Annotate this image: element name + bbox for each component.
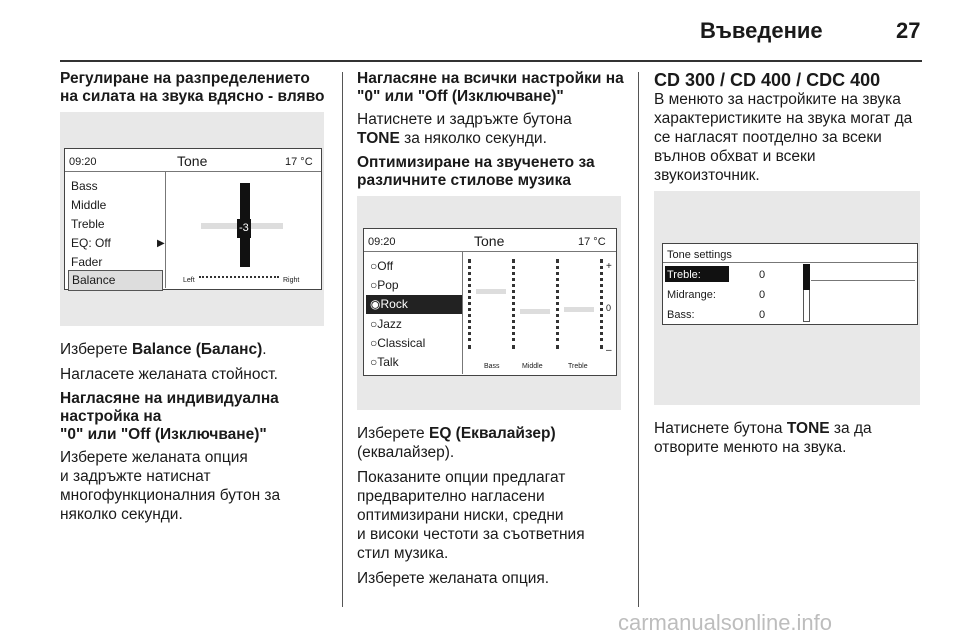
band-label-bass: Bass [484,363,500,370]
text-bold: Balance (Баланс) [131,341,263,358]
clock: 09:20 [368,236,396,248]
text-bold: TONE [357,130,400,147]
paragraph: Показаните опции предлагат предварително нагласени оптимизирани ниски, средни и високи честоти за съответния стил музика. [357,469,585,562]
text: Натиснете бутона [654,420,787,437]
tone-settings-screen [662,243,918,325]
temperature: 17 °C [578,236,606,248]
divider [462,252,463,374]
eq-option-jazz[interactable]: ○Jazz [370,317,402,331]
eq-option-rock[interactable]: ◉Rock [366,295,462,314]
column-divider [342,72,343,607]
bass-value: 0 [759,309,766,321]
eq-band-bass [512,259,517,349]
balance-value: -3 [237,219,251,238]
eq-minus-label: – [606,345,612,356]
text: за да отворите менюто на звука. [654,420,872,456]
header-rule [60,60,922,62]
right-label: Right [283,277,300,284]
chevron-right-icon: ▶ [157,238,165,249]
paragraph: Нагласете желаната стойност. [60,366,278,383]
eq-screen-photo [357,196,621,410]
paragraph: Изберете желаната опция и задръжте натиснат многофункционалния бутон за няколко секунди. [60,449,281,523]
divider [663,262,917,263]
text: Изберете [60,341,132,358]
eq-screen [363,228,617,376]
eq-level-middle [520,309,550,314]
balance-screen [64,148,322,290]
text-bold: EQ (Еквалайзер) [428,425,556,442]
column-divider [638,72,639,607]
clock: 09:20 [69,156,97,168]
eq-zero-label: 0 [606,303,612,313]
midrange-value: 0 [759,289,766,301]
menu-item-middle[interactable]: Middle [71,198,107,212]
page-header-title: Въведение [700,18,823,43]
left-label: Left [183,277,195,284]
paragraph [60,340,330,359]
text: (еквалайзер). [357,444,455,461]
paragraph: Изберете желаната опция. [357,570,550,587]
eq-scale [468,259,473,349]
screen-status-bar [364,229,616,252]
temperature: 17 °C [285,156,313,168]
menu-item-bass[interactable]: Bass [71,179,98,193]
eq-option-off[interactable]: ○Off [370,259,394,273]
text: Натиснете и задръжте бутона [357,111,572,128]
paragraph: В менюто за настройките на звука характеристиките на звука могат да се нагласят поотделно за всеки вълнов обхват и всеки звукоизточник. [654,91,913,184]
section-heading: CD 300 / CD 400 / CDC 400 [654,70,881,90]
treble-value: 0 [759,269,766,281]
eq-option-classical[interactable]: ○Classical [370,336,426,350]
watermark: carmanualsonline.info [618,610,833,635]
section-heading: Нагласяне на индивидуална настройка на "0" или "Off (Изключване)" [60,390,279,443]
text: . [262,341,267,358]
paragraph [654,419,926,457]
menu-item-fader[interactable]: Fader [71,255,103,269]
band-label-treble: Treble [568,363,588,370]
eq-level-bass [476,289,506,294]
level-indicator [803,264,810,290]
section-heading: Оптимизиране на звученето за различните стилове музика [357,154,595,189]
eq-plus-label: + [606,261,612,272]
menu-item-balance[interactable]: Balance [68,270,163,291]
column-1 [60,70,330,530]
menu-item-treble[interactable]: Treble [71,217,105,231]
divider [165,172,166,288]
tone-settings-photo [654,191,920,405]
eq-band-treble [600,259,605,349]
section-heading: Регулиране на разпределението на силата на звука вдясно - вляво [60,70,325,105]
band-label-middle: Middle [522,363,543,370]
screen-title: Tone [474,233,505,249]
balance-scale [199,276,279,278]
eq-option-talk[interactable]: ○Talk [370,355,399,369]
text: Изберете [357,425,429,442]
eq-option-pop[interactable]: ○Pop [370,278,399,292]
paragraph [357,424,629,462]
menu-item-eq[interactable]: EQ: Off [71,236,111,250]
screen-status-bar [65,149,321,172]
bass-row[interactable]: Bass: [667,309,695,321]
midrange-row[interactable]: Midrange: [667,289,716,301]
divider [811,280,915,281]
eq-level-treble [564,307,594,312]
screen-title: Tone [177,153,208,169]
screen-title: Tone settings [667,249,732,261]
column-3 [654,70,926,463]
column-2 [357,70,629,594]
eq-band-middle [556,259,561,349]
text-bold: TONE [786,420,830,437]
paragraph [357,110,629,148]
text: за няколко секунди. [399,130,547,147]
section-heading: Нагласяне на всички настройки на "0" или "Off (Изключване)" [357,70,624,105]
page-number: 27 [896,18,921,43]
treble-row[interactable]: Treble: [665,266,729,282]
balance-screen-photo [60,112,324,326]
